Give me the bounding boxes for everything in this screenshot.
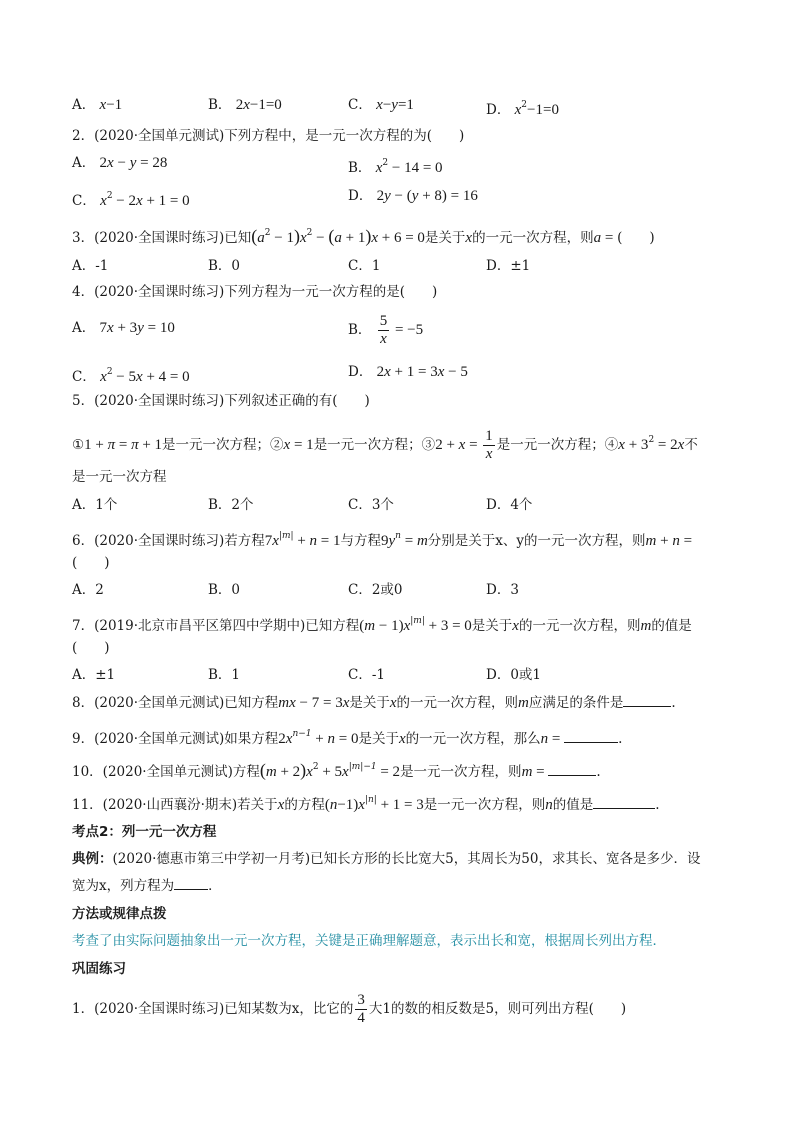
answer-blank[interactable]: [548, 763, 596, 776]
q4-option-a: A． 7x + 3y = 10: [72, 320, 175, 336]
q6-option-a: A．2: [72, 582, 104, 598]
q6-option-b: B．0: [208, 582, 241, 598]
q3-option-d: D．±1: [486, 258, 531, 274]
question-3-stem: 3．(2020·全国课时练习)已知$(a^2 - 1)x^2 - (a + 1)x + 6 = 0$是关于x的一元一次方程，则a = ( ): [72, 226, 655, 246]
q2-option-b: B． $x^2 - 14 = 0$: [348, 158, 443, 176]
question-7-line2: ( ): [72, 640, 110, 656]
practice-question-1: 1．(2020·全国课时练习)已知某数为x，比它的 $\frac{3}{4}$ 大1的数的相反数是5，则可列出方程( ): [72, 992, 627, 1026]
q7-option-a: A．±1: [72, 667, 116, 683]
q2-option-a: A． 2x − y = 28: [72, 155, 168, 171]
question-7-stem: 7．(2019·北京市昌平区第四中学期中)已知方程$(m - 1)x^{|m|} + 3 = 0$是关于x的一元一次方程，则m的值是: [72, 616, 692, 634]
q4-option-c: C． $x^2 - 5x + 4 = 0$: [72, 367, 190, 385]
q5-option-b: B．2个: [208, 497, 254, 513]
q7-option-d: D．0或1: [486, 667, 542, 683]
q7-option-c: C．-1: [348, 667, 385, 683]
question-5-line2: 是一元一次方程: [72, 469, 167, 485]
answer-blank[interactable]: [623, 694, 671, 707]
question-4-stem: 4．(2020·全国课时练习)下列方程为一元一次方程的是( ): [72, 284, 438, 300]
q4-option-d: D． 2x + 1 = 3x − 5: [348, 364, 468, 380]
practice-heading: 巩固练习: [72, 961, 126, 977]
question-2-stem: 2．(2020·全国单元测试)下列方程中，是一元一次方程的为( ): [72, 128, 465, 144]
q6-option-c: C．2或0: [348, 582, 403, 598]
q7-option-b: B．1: [208, 667, 241, 683]
q1-option-a: A． x−1: [72, 97, 123, 113]
q3-option-a: A．-1: [72, 258, 109, 274]
q4-option-b: B． $\frac{5}{x}$ = −5: [348, 313, 424, 347]
section-heading-kaodian2: 考点2：列一元一次方程: [72, 824, 217, 840]
q1-option-c: C． x−y=1: [348, 97, 414, 113]
example-line2: 宽为x，列方程为 ．: [72, 878, 222, 894]
answer-blank[interactable]: [593, 796, 655, 809]
q3-option-b: B．0: [208, 258, 241, 274]
method-heading: 方法或规律点拨: [72, 906, 167, 922]
answer-blank[interactable]: [174, 877, 208, 890]
question-5-stem: 5．(2020·全国课时练习)下列叙述正确的有( ): [72, 393, 370, 409]
q3-option-c: C．1: [348, 258, 381, 274]
question-9: 9．(2020·全国单元测试)如果方程$2x^{n-1} + n = 0$是关于x的一元一次方程，那么n = .: [72, 729, 623, 747]
q5-option-c: C．3个: [348, 497, 394, 513]
question-8: 8．(2020·全国单元测试)已知方程mx − 7 = 3x是关于x的一元一次方程，则m应满足的条件是 .: [72, 695, 676, 711]
q6-option-d: D．3: [486, 582, 519, 598]
question-5-statements: ①1 + π = π + 1是一元一次方程；②x = 1是一元一次方程；③2 + x = $\frac{1}{x}$ 是一元一次方程；④x + $3^2 = 2x$不: [72, 428, 698, 462]
q5-option-a: A．1个: [72, 497, 118, 513]
q5-option-d: D．4个: [486, 497, 533, 513]
question-6-line2: ( ): [72, 555, 110, 571]
question-6-stem: 6．(2020·全国课时练习)若方程$7x^{|m|} + n = 1$与方程$9y^n = m$分别是关于x、y的一元一次方程，则m + n =: [72, 531, 693, 549]
method-text: 考查了由实际问题抽象出一元一次方程，关键是正确理解题意，表示出长和宽，根据周长列出方程．: [72, 933, 666, 949]
q2-option-d: D． 2y − (y + 8) = 16: [348, 188, 478, 204]
q1-option-b: B． 2x−1=0: [208, 97, 282, 113]
question-11: 11．(2020·山西襄汾·期末)若关于x的方程$(n-1)x^{|n|} + 1 = 3$是一元一次方程，则n的值是 .: [72, 795, 660, 813]
q2-option-c: C． $x^2 - 2x + 1 = 0$: [72, 191, 190, 209]
q1-option-d: D． $x^2-1=0$: [486, 100, 559, 118]
question-10: 10．(2020·全国单元测试)方程$(m + 2)x^2 + 5x^{|m|-1} = 2$是一元一次方程，则m = .: [72, 760, 601, 780]
answer-blank[interactable]: [564, 730, 618, 743]
example-line1: 典例：(2020·德惠市第三中学初一月考)已知长方形的长比宽大5，其周长为50，求其长、宽各是多少．设: [72, 851, 701, 867]
